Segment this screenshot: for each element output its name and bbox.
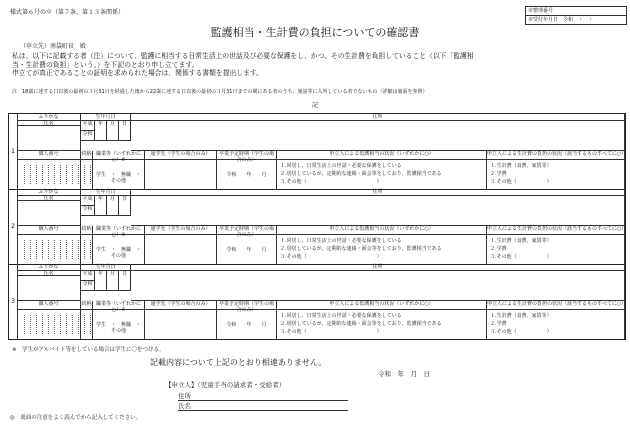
expense-option[interactable]: １.生計費（食費、家賃等） — [490, 313, 552, 319]
school-input[interactable] — [145, 310, 217, 339]
name-input[interactable] — [17, 201, 81, 226]
personal-number-header: 個人番号 — [17, 151, 81, 160]
form-number: 様式第６号の９（第７条、第１３条関係） — [10, 9, 125, 16]
address-input[interactable] — [131, 196, 625, 226]
occupation-header: 職業等（いずれかに○）※ — [93, 301, 145, 310]
expense-option[interactable]: ２.学費 — [490, 171, 507, 177]
expense-option[interactable]: ３.その他（ ） — [490, 179, 552, 185]
ki-marker: 記 — [311, 102, 318, 109]
custody-option[interactable]: ３.その他（ ） — [280, 254, 382, 260]
expense-option[interactable]: １.生計費（食費、家賃等） — [490, 238, 552, 244]
birth-header: 生年月日 — [81, 264, 131, 271]
name-label: 氏名 — [17, 121, 81, 126]
custody-options[interactable] — [277, 235, 487, 264]
school-header: 通学先（学生の場合のみ） — [145, 151, 217, 160]
page-title: 監護相当・生計費の負担についての確認書 — [210, 26, 420, 39]
personal-number-header: 個人番号 — [17, 301, 81, 310]
occupation-header: 職業等（いずれかに○）※ — [93, 226, 145, 235]
custody-option[interactable]: ３.その他（ ） — [280, 329, 382, 335]
school-input[interactable] — [145, 235, 217, 264]
declaration-text — [12, 52, 622, 78]
applicant-address-field[interactable]: 住所 — [178, 391, 348, 401]
furigana-label: ふりがな — [17, 189, 81, 196]
ref-date-field[interactable]: 市受付年月日 令和 ・ ・ — [528, 17, 594, 23]
child-record — [9, 264, 625, 339]
birth-year[interactable]: 年 — [95, 271, 107, 291]
birth-header: 生年月日 — [81, 114, 131, 121]
ref-number-field[interactable]: 市整理番号 — [526, 7, 626, 16]
address-header: 住所 — [131, 114, 625, 121]
body-line: 申立てが真正であることの証明を求められた場合は、関係する書類を提出します。 — [12, 69, 263, 77]
custody-options[interactable] — [277, 160, 487, 189]
personal-number-header: 個人番号 — [17, 226, 81, 235]
date-field[interactable]: 令和 年 月 日 — [378, 370, 430, 378]
expenses-options[interactable] — [487, 160, 625, 189]
relation-header: 続柄 — [81, 301, 93, 310]
birth-month[interactable]: 月 — [107, 196, 119, 216]
era-heisei: 平成 — [81, 271, 95, 281]
graduation-header: 卒業予定時期（学生の場合のみ） — [217, 301, 277, 310]
body-line: 当・生計費の負担」という。）を下記のとおり申し立てます。 — [12, 60, 199, 69]
graduation-header: 卒業予定時期（学生の場合のみ） — [217, 226, 277, 235]
name-input[interactable] — [17, 276, 81, 301]
custody-header: 申立人による監護相当の状況（いずれかに○） — [277, 226, 487, 235]
body-line: 私は、以下に記載する者（注）について、監護に相当する日常生活上の世話及び必要な保護をし、かつ、その生計費を負担していること（以下「監護相 — [12, 52, 474, 60]
custody-option[interactable]: ２.別居しているが、定期的な連絡・面会等をしており、監護相当である — [280, 321, 442, 327]
expense-option[interactable]: ３.その他（ ） — [490, 254, 552, 260]
expenses-options[interactable] — [487, 310, 625, 339]
occupation-options[interactable]: 学生 ・ 無職 ・ その他 — [93, 160, 145, 189]
custody-option[interactable]: ２.別居しているが、定期的な連絡・面会等をしており、監護相当である — [280, 171, 442, 177]
address-input[interactable] — [131, 121, 625, 151]
expenses-options[interactable] — [487, 235, 625, 264]
era-reiwa: 令和 — [81, 131, 95, 141]
record-number: 1 — [9, 114, 18, 189]
expenses-header: 申立人による生計費の負担の状況（該当するものすべてに○） — [487, 151, 625, 160]
graduation-header: 卒業予定時期（学生の場合のみ） — [217, 151, 277, 160]
address-header: 住所 — [131, 264, 625, 271]
personal-number-input[interactable] — [17, 160, 81, 189]
occupation-options[interactable]: 学生 ・ 無職 ・ その他 — [93, 310, 145, 339]
age-note: 注 18歳に達する日以後の最初の３月31日を経過した後から22歳に達する日以後の最初の３月31日までの間にある者のうち、施設等に入所している者でないもの（詳細は裏面を参照） — [12, 89, 428, 95]
school-header: 通学先（学生の場合のみ） — [145, 301, 217, 310]
expenses-header: 申立人による生計費の負担の状況（該当するものすべてに○） — [487, 226, 625, 235]
birth-day[interactable]: 日 — [119, 121, 131, 141]
birth-month[interactable]: 月 — [107, 121, 119, 141]
child-table — [8, 113, 626, 340]
custody-header: 申立人による監護相当の状況（いずれかに○） — [277, 151, 487, 160]
relation-header: 続柄 — [81, 226, 93, 235]
addressee: （申立先）南袋町長 殿 — [20, 43, 87, 50]
expense-option[interactable]: １.生計費（食費、家賃等） — [490, 163, 552, 169]
relation-input[interactable] — [81, 235, 93, 264]
applicant-label: 【申立人】（児童手当の請求者・受給者） — [165, 381, 286, 389]
furigana-label: ふりがな — [17, 114, 81, 121]
address-input[interactable] — [131, 271, 625, 301]
student-note: ※ 学生がアルバイト等をしている場合は学生に〇をつける。 — [12, 347, 165, 353]
birth-day[interactable]: 日 — [119, 196, 131, 216]
furigana-label: ふりがな — [17, 264, 81, 271]
era-reiwa: 令和 — [81, 281, 95, 291]
relation-input[interactable] — [81, 310, 93, 339]
era-heisei: 平成 — [81, 196, 95, 206]
era-reiwa: 令和 — [81, 206, 95, 216]
applicant-name-field[interactable]: 氏名 — [178, 401, 348, 411]
relation-header: 続柄 — [81, 151, 93, 160]
child-record — [9, 189, 625, 265]
custody-header: 申立人による監護相当の状況（いずれかに○） — [277, 301, 487, 310]
expense-option[interactable]: ２.学費 — [490, 321, 507, 327]
birth-year[interactable]: 年 — [95, 121, 107, 141]
expense-option[interactable]: ３.その他（ ） — [490, 329, 552, 335]
custody-option[interactable]: １.同居し、日常生活上の世話・必要な保護をしている — [280, 163, 402, 169]
name-label: 氏名 — [17, 271, 81, 276]
back-note: ◎ 裏面の注意をよく読んでから記入してください。 — [10, 415, 142, 421]
address-header: 住所 — [131, 189, 625, 196]
custody-option[interactable]: ２.別居しているが、定期的な連絡・面会等をしており、監護相当である — [280, 246, 442, 252]
occupation-options[interactable]: 学生 ・ 無職 ・ その他 — [93, 235, 145, 264]
custody-option[interactable]: ３.その他（ ） — [280, 179, 382, 185]
record-number: 2 — [9, 189, 18, 264]
reference-box — [525, 6, 627, 25]
graduation-values[interactable]: 令和 年 月 — [217, 310, 277, 339]
expense-option[interactable]: ２.学費 — [490, 246, 507, 252]
school-input[interactable] — [145, 160, 217, 189]
birth-header: 生年月日 — [81, 189, 131, 196]
confirm-statement: 記載内容について上記のとおり相違ありません。 — [150, 358, 327, 367]
birth-year[interactable]: 年 — [95, 196, 107, 216]
personal-number-input[interactable] — [17, 310, 81, 339]
custody-option[interactable]: １.同居し、日常生活上の世話・必要な保護をしている — [280, 313, 402, 319]
relation-input[interactable] — [81, 160, 93, 189]
child-record — [9, 114, 625, 190]
birth-day[interactable]: 日 — [119, 271, 131, 291]
custody-options[interactable] — [277, 310, 487, 339]
graduation-values[interactable]: 令和 年 月 — [217, 160, 277, 189]
era-heisei: 平成 — [81, 121, 95, 131]
personal-number-input[interactable] — [17, 235, 81, 264]
record-number: 3 — [9, 264, 18, 339]
expenses-header: 申立人による生計費の負担の状況（該当するものすべてに○） — [487, 301, 625, 310]
custody-option[interactable]: １.同居し、日常生活上の世話・必要な保護をしている — [280, 238, 402, 244]
school-header: 通学先（学生の場合のみ） — [145, 226, 217, 235]
graduation-values[interactable]: 令和 年 月 — [217, 235, 277, 264]
name-input[interactable] — [17, 126, 81, 151]
occupation-header: 職業等（いずれかに○）※ — [93, 151, 145, 160]
name-label: 氏名 — [17, 196, 81, 201]
birth-month[interactable]: 月 — [107, 271, 119, 291]
